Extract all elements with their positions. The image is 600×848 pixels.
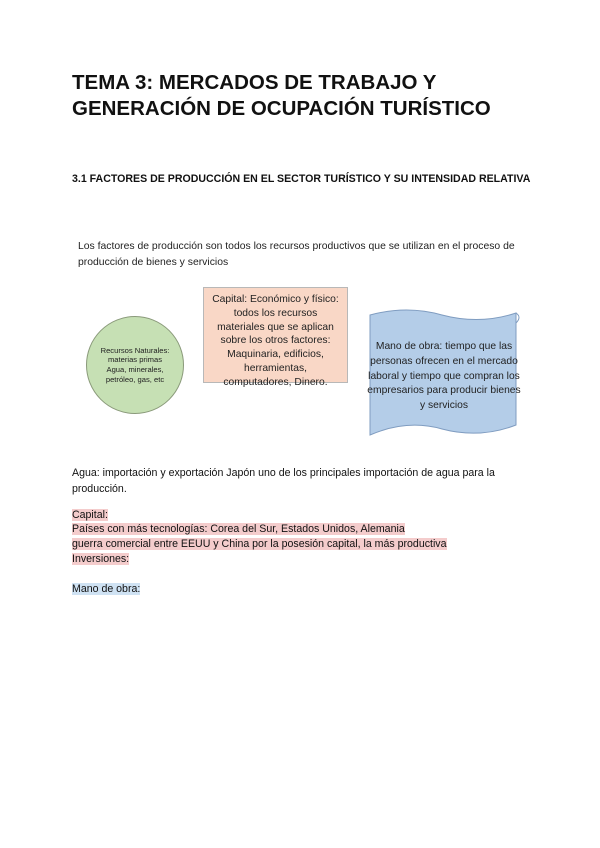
- mano-de-obra-notes-heading: [72, 582, 140, 597]
- capital-box: Capital: Económico y físico: todos los recursos materiales que se aplican sobre los otros factores: Maquinaria, edificios, herramientas, computadores, Dinero.: [203, 287, 348, 383]
- intro-paragraph: Los factores de producción son todos los recursos productivos que se utilizan en el proceso de producción de bienes y servicios: [78, 241, 515, 268]
- page-title: [72, 70, 552, 122]
- recursos-naturales-text: Recursos Naturales: materias primas Agua, minerales, petróleo, gas, etc: [100, 345, 170, 384]
- capital-line-1-text: Países con más tecnologías: Corea del Sur, Estados Unidos, Alemania: [72, 523, 405, 535]
- mano-heading-text: Mano de obra:: [72, 583, 141, 595]
- title-line-1: TEMA 3: MERCADOS DE TRABAJO Y: [72, 71, 437, 94]
- agua-paragraph: Agua: importación y exportación Japón uno de los principales importación de agua para la producción.: [72, 467, 495, 495]
- section-heading: 3.1 FACTORES DE PRODUCCIÓN EN EL SECTOR TURÍSTICO Y SU INTENSIDAD RELATIVA: [72, 173, 531, 185]
- mano-de-obra-text: Mano de obra: tiempo que las personas ofrecen en el mercado laboral y tiempo que compran los empresarios para producir bienes y servicios: [367, 341, 521, 412]
- recursos-naturales-circle: [86, 316, 184, 414]
- capital-notes-heading: [72, 508, 108, 523]
- capital-heading-text: Capital:: [72, 509, 108, 521]
- capital-note-line-3: [72, 552, 129, 567]
- capital-note-line-1: [72, 522, 405, 537]
- title-line-2: GENERACIÓN DE OCUPACIÓN TURÍSTICO: [72, 97, 491, 120]
- capital-note-line-2: [72, 537, 447, 552]
- capital-line-2-text: guerra comercial entre EEUU y China por la posesión capital, la más productiva: [72, 538, 447, 550]
- capital-line-3-text: Inversiones:: [72, 553, 130, 565]
